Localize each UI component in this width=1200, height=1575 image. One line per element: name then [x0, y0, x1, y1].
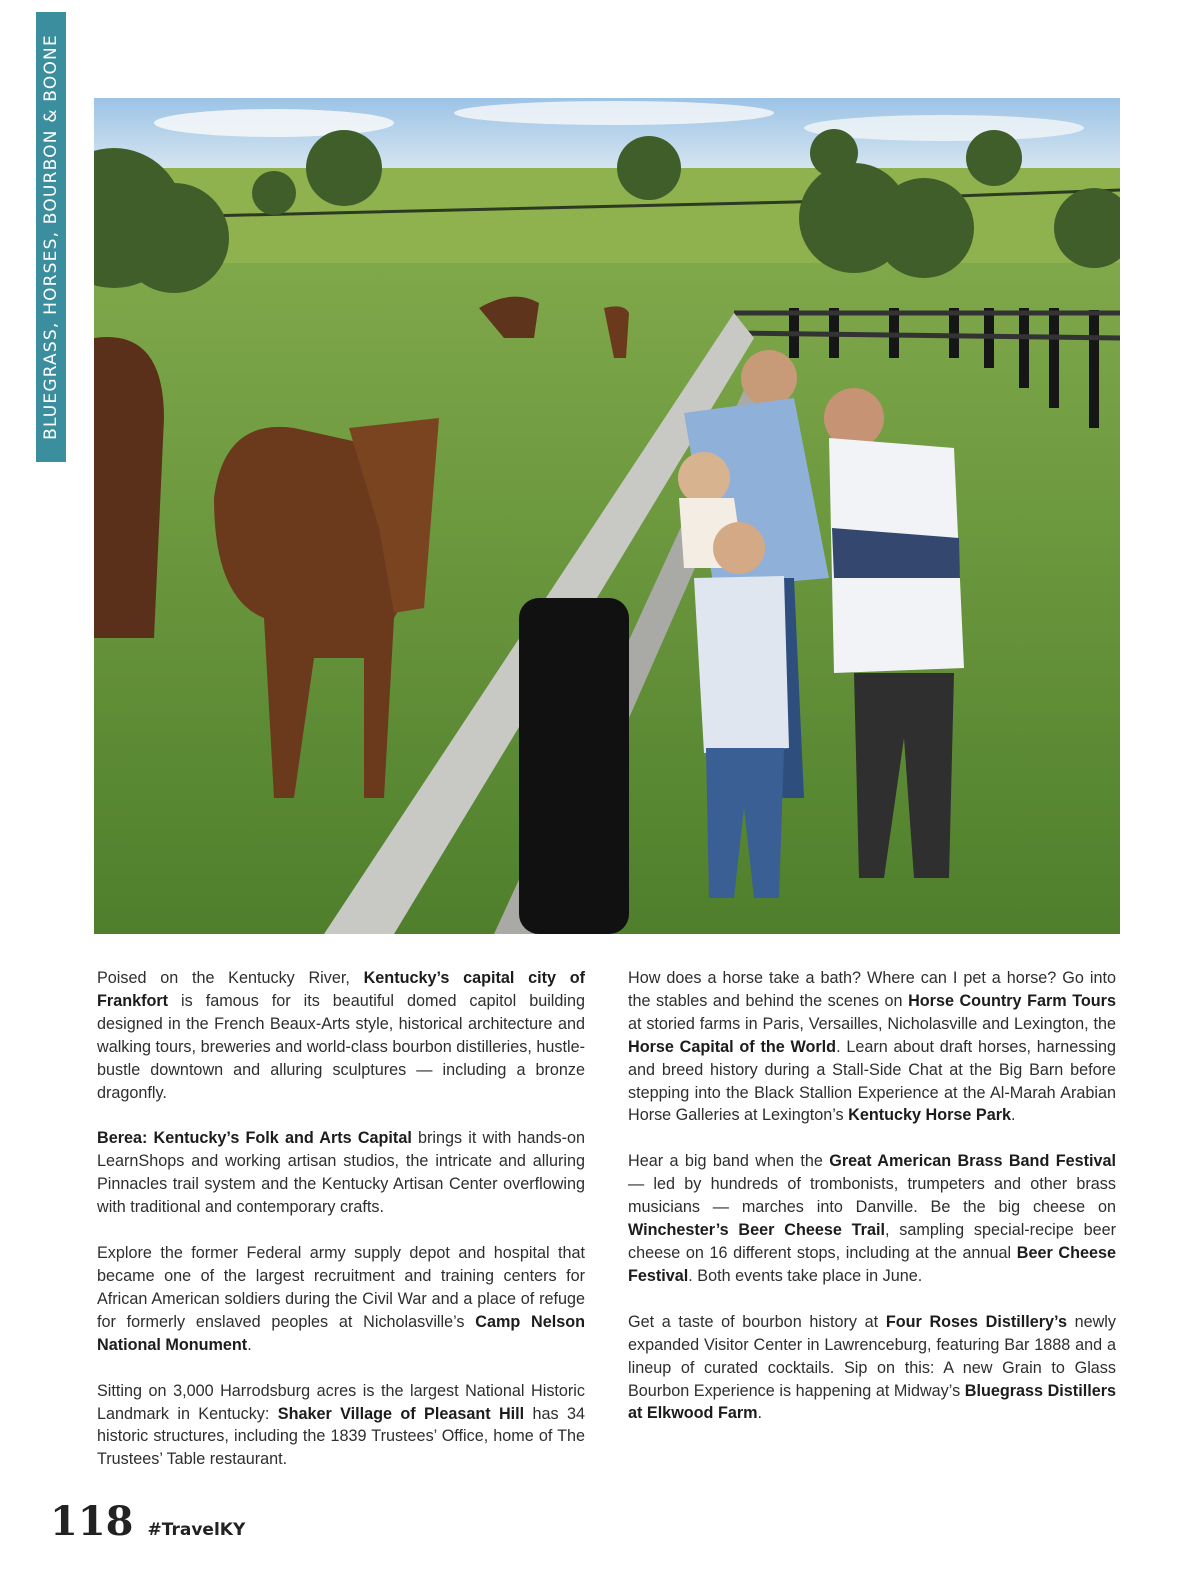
paragraph-four-roses: Get a taste of bourbon history at Four Roses Distillery’s newly expanded Visitor Center in Lawrenceburg, featuring Bar 1888 and a lineup of curated cocktails. Sip on this: A new Grain to Glass Bourbon Experience is happening at Midway’s Bluegrass Distillers at Elkwood Farm.: [628, 1312, 1116, 1423]
section-tab: [36, 12, 66, 462]
section-tab-label: BLUEGRASS, HORSES, BOURBON & BOONE: [41, 34, 61, 440]
paragraph-horse-country: How does a horse take a bath? Where can I pet a horse? Go into the stables and behind the scenes on Horse Country Farm Tours at storied farms in Paris, Versailles, Nicholasville and Lexington, the Horse Capital of the World. Learn about draft horses, harnessing and breed history during a Stall-Side Chat at the Big Barn before stepping into the Black Stallion Experience at the Al-Marah Arabian Horse Galleries at Lexington’s Kentucky Horse Park.: [628, 969, 1116, 1125]
left-column: [97, 967, 585, 1494]
right-column: [628, 967, 1116, 1448]
paragraph-brass-band: Hear a big band when the Great American Brass Band Festival — led by hundreds of trombonists, trumpeters and other brass musicians — marches into Danville. Be the big cheese on Winchester’s Beer Cheese Trail, sampling special-recipe beer cheese on 16 different stops, including at the annual Beer Cheese Festival. Both events take place in June.: [628, 1152, 1116, 1285]
paragraph-berea: Berea: Kentucky’s Folk and Arts Capital brings it with hands-on LearnShops and working artisan studios, the intricate and alluring Pinnacles trail system and the Kentucky Artisan Center overflowing with traditional and contemporary crafts.: [97, 1129, 585, 1217]
paragraph-frankfort: Poised on the Kentucky River, Kentucky’s capital city of Frankfort is famous for its beautiful domed capitol building designed in the French Beaux-Arts style, historical architecture and walking tours, breweries and world-class bourbon distilleries, hustle-bustle downtown and alluring sculptures — including a bronze dragonfly.: [97, 969, 586, 1102]
hashtag: #TravelKY: [147, 1520, 246, 1540]
hero-photo-illustration: [94, 98, 1120, 934]
page-number: 118: [50, 1498, 134, 1545]
paragraph-shaker-village: Sitting on 3,000 Harrodsburg acres is the largest National Historic Landmark in Kentucky: Shaker Village of Pleasant Hill has 34 historic structures, including the 1839 Trustees’ Office, home of The Trustees’ Table restaurant.: [97, 1381, 585, 1469]
hero-photo: [94, 98, 1120, 934]
paragraph-camp-nelson: Explore the former Federal army supply depot and hospital that became one of the largest recruitment and training centers for African American soldiers during the Civil War and a place of refuge for formerly enslaved peoples at Nicholasville’s Camp Nelson National Monument.: [97, 1244, 585, 1354]
page-footer: [50, 1498, 245, 1548]
